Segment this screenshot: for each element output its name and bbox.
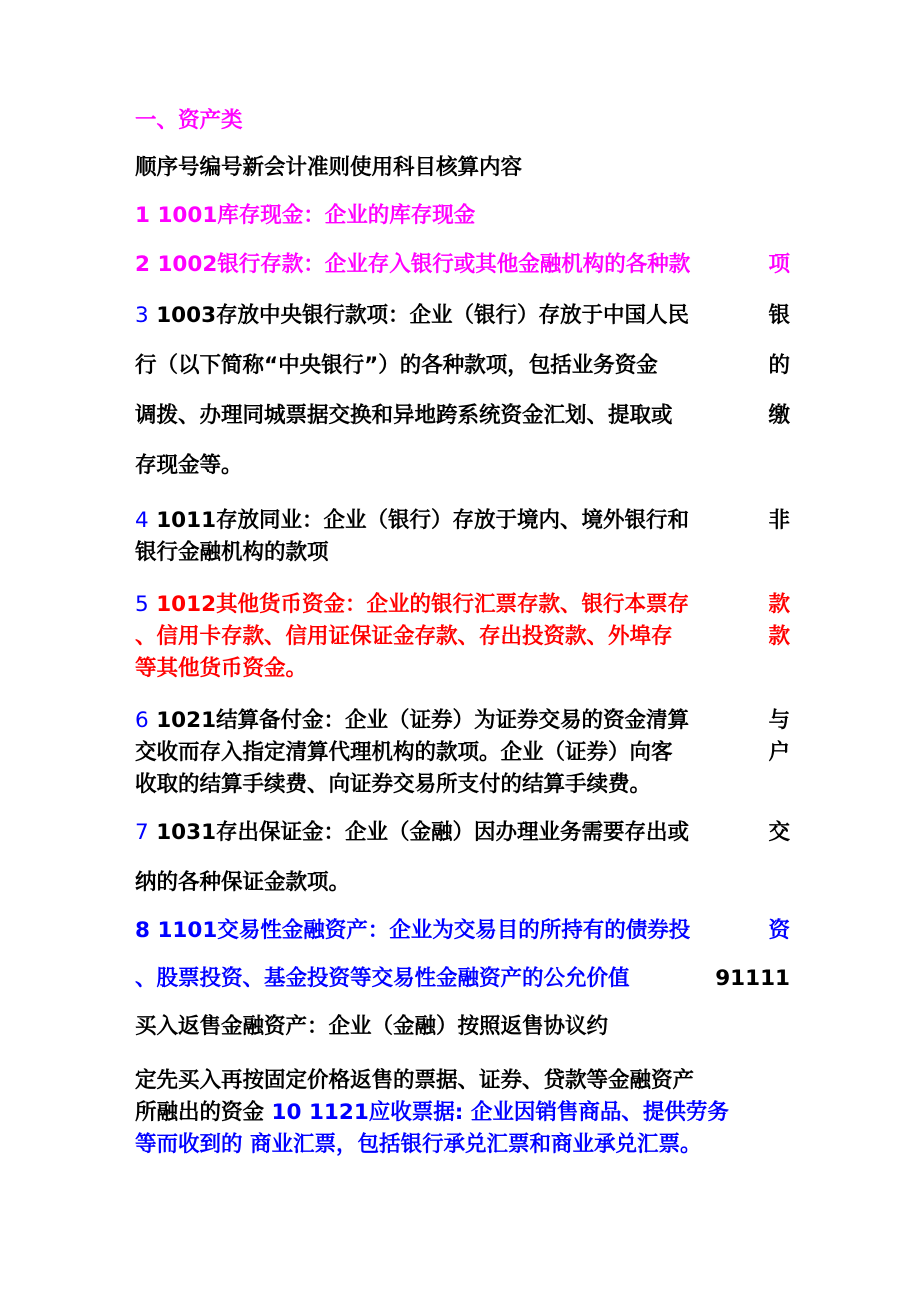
entry-10-line-2: 等而收到的 商业汇票，包括银行承兑汇票和商业承兑汇票。 [135,1132,702,1157]
entry-5-line-1: 5 1012其他货币资金：企业的银行汇票存款、银行本票存 款 [135,592,790,617]
entry-6-line-2: 交收而存入指定清算代理机构的款项。企业（证券）向客 户 [135,740,790,765]
entry-3-line-4: 存现金等。 [135,453,243,478]
entry-4-line-2: 银行金融机构的款项 [135,540,329,565]
entry-5-line-2: 、信用卡存款、信用证保证金存款、存出投资款、外埠存 款 [135,624,790,649]
entry-3-line-2: 行（以下简称“中央银行”）的各种款项，包括业务资金 的 [135,353,790,378]
header-line: 顺序号编号新会计准则使用科目核算内容 [135,155,523,180]
entry-2-line-1: 2 1002银行存款：企业存入银行或其他金融机构的各种款 项 [135,252,790,277]
entry-3-line-1: 3 1003存放中央银行款项：企业（银行）存放于中国人民 银 [135,303,790,328]
entry-3-line-3: 调拨、办理同城票据交换和异地跨系统资金汇划、提取或 缴 [135,403,790,428]
entry-9-line-2: 定先买入再按固定价格返售的票据、证券、贷款等金融资产 [135,1068,695,1093]
entry-6-line-3: 收取的结算手续费、向证券交易所支付的结算手续费。 [135,772,652,797]
entry-9-line-1: 买入返售金融资产：企业（金融）按照返售协议约 [135,1014,609,1039]
entry-7-line-2: 纳的各种保证金款项。 [135,870,351,895]
entry-8-line-1: 8 1101交易性金融资产：企业为交易目的所持有的债券投 资 [135,918,790,943]
section-title: 一、资产类 [135,108,243,133]
entry-8-line-2: 、股票投资、基金投资等交易性金融资产的公允价值 91111 [135,964,790,994]
entry-7-line-1: 7 1031存出保证金：企业（金融）因办理业务需要存出或 交 [135,820,790,845]
entry-5-line-3: 等其他货币资金。 [135,656,308,681]
entry-6-line-1: 6 1021结算备付金：企业（证券）为证券交易的资金清算 与 [135,708,790,733]
entry-9-line-3: 所融出的资金 10 1121应收票据: 企业因销售商品、提供劳务 [135,1100,729,1125]
entry-10-number: 10 [271,1100,302,1125]
entry-4-line-1: 4 1011存放同业：企业（银行）存放于境内、境外银行和 非 [135,508,790,533]
entry-1-line-1: 1 1001库存现金：企业的库存现金 [135,203,476,228]
entry-9-number: 91111 [715,966,790,991]
